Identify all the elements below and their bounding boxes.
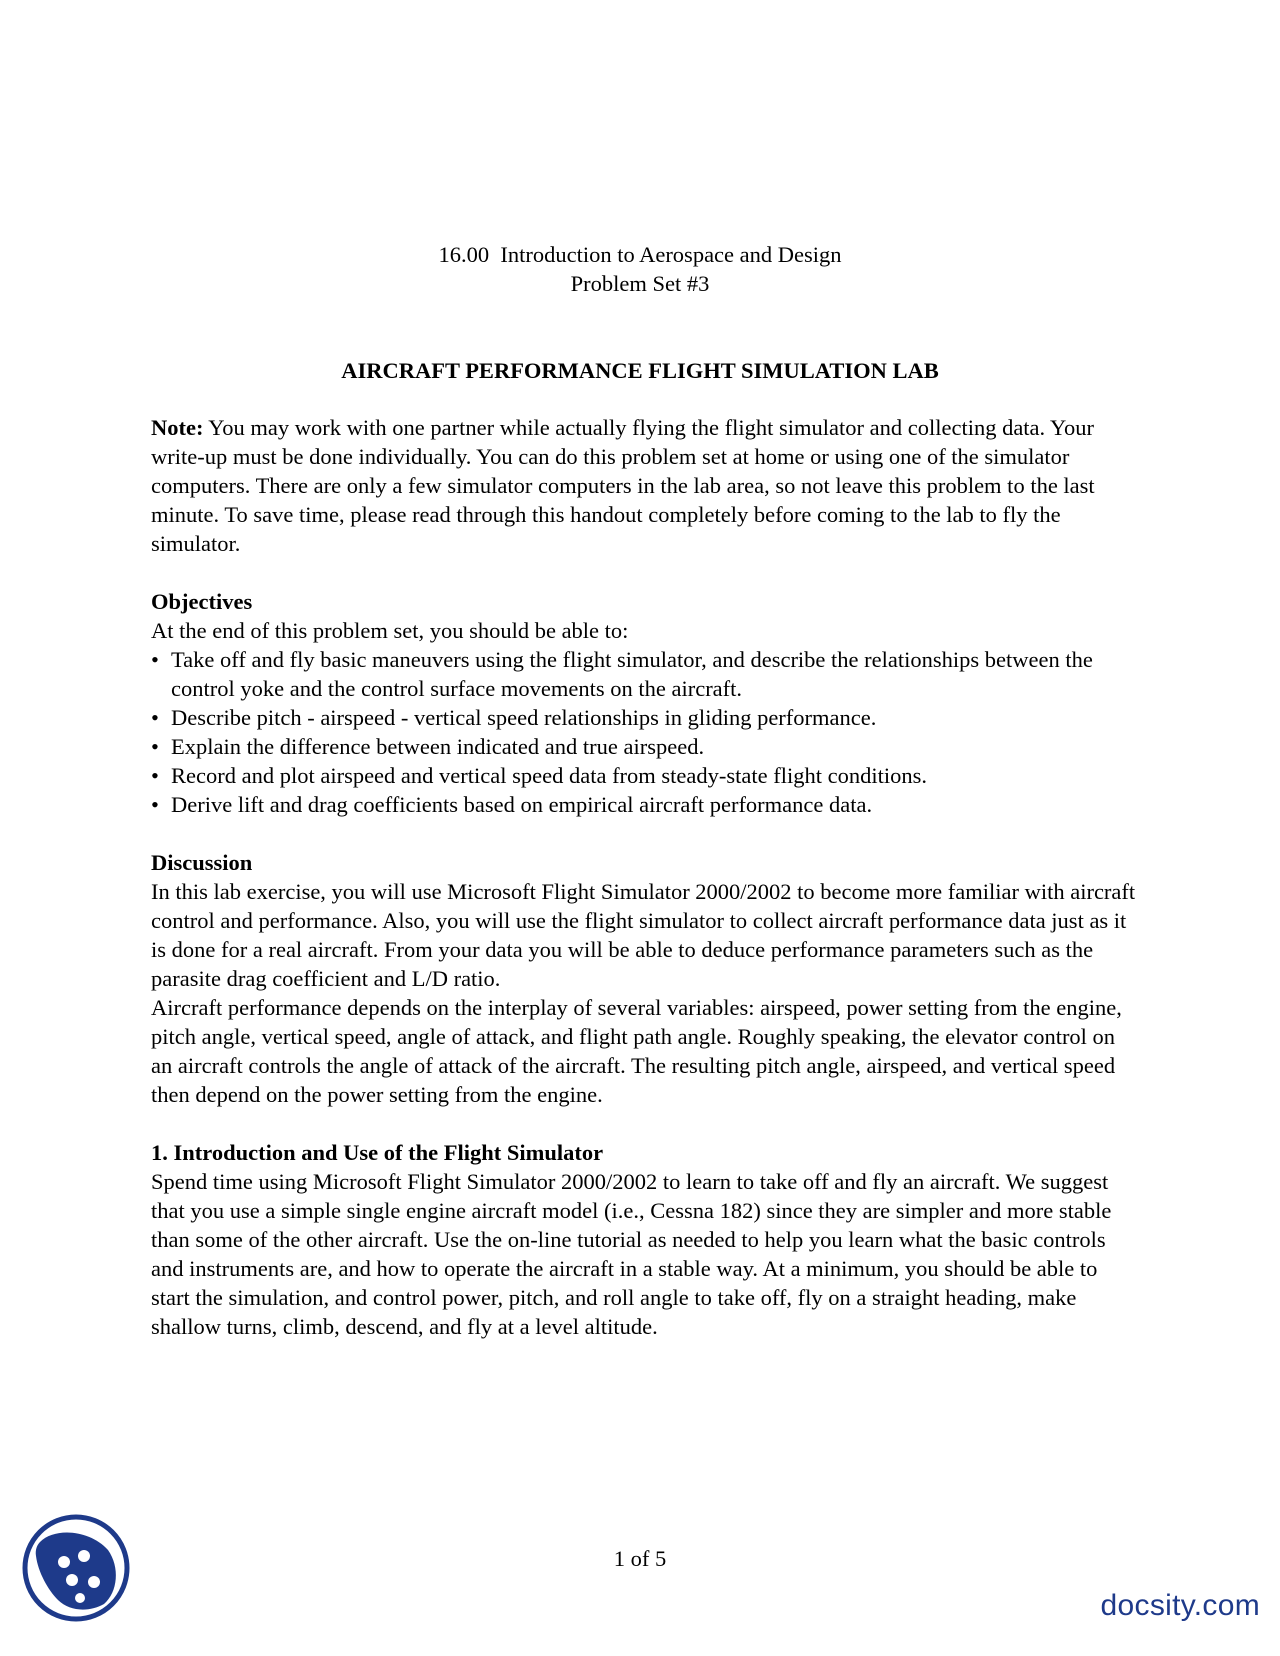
bullet-icon: • [151, 763, 159, 788]
list-item: • Explain the difference between indicated and true airspeed. [151, 734, 705, 759]
note-paragraph [151, 413, 1141, 558]
objectives-section [151, 587, 1141, 819]
list-item: • Take off and fly basic maneuvers using the flight simulator, and describe the relationships between the control yoke and the control surface movements on the aircraft. [151, 647, 1093, 701]
document-header [0, 240, 1280, 298]
discussion-paragraph-2: Aircraft performance depends on the interplay of several variables: airspeed, power setting from the engine, pitch angle, vertical speed, angle of attack, and flight path angle. Roughly speaking, the elevator control on an aircraft controls the angle of attack of the aircraft. The resulting pitch angle, airspeed, and vertical speed then depend on the power setting from the engine. [151, 995, 1122, 1107]
list-item: • Derive lift and drag coefficients based on empirical aircraft performance data. [151, 792, 873, 817]
brand-link[interactable]: docsity.com [1100, 1589, 1260, 1622]
discussion-paragraph-1: In this lab exercise, you will use Microsoft Flight Simulator 2000/2002 to become more familiar with aircraft control and performance. Also, you will use the flight simulator to collect aircraft performance data just as it is done for a real aircraft. From your data you will be able to deduce performance parameters such as the parasite drag coefficient and L/D ratio. [151, 879, 1136, 991]
discussion-heading: Discussion [151, 850, 253, 875]
objectives-intro: At the end of this problem set, you should be able to: [151, 618, 629, 643]
problem-set-label: Problem Set #3 [570, 271, 710, 296]
list-item: • Describe pitch - airspeed - vertical speed relationships in gliding performance. [151, 705, 877, 730]
page-title: AIRCRAFT PERFORMANCE FLIGHT SIMULATION LAB [341, 358, 939, 383]
section-1-text: Spend time using Microsoft Flight Simulator 2000/2002 to learn to take off and fly an aircraft. We suggest that you use a simple single engine aircraft model (i.e., Cessna 182) since they are simpler and more stable than some of the other aircraft. Use the on-line tutorial as needed to help you learn what the basic controls and instruments are, and how to operate the aircraft in a stable way. At a minimum, you should be able to start the simulation, and control power, pitch, and roll angle to take off, fly on a straight heading, make shallow turns, climb, descend, and fly at a level altitude. [151, 1169, 1112, 1339]
bullet-icon: • [151, 734, 159, 759]
note-label: Note: [151, 415, 204, 440]
note-text: You may work with one partner while actually flying the flight simulator and collecting data. Your write-up must be done individually. You can do this problem set at home or using one of the simulator computers. There are only a few simulator computers in the lab area, so not leave this problem to the last minute. To save time, please read through this handout completely before coming to the lab to fly the simulator. [151, 415, 1095, 556]
page-number: 1 of 5 [613, 1546, 667, 1571]
document-body [151, 413, 1141, 1341]
section-1 [151, 1138, 1141, 1341]
list-item: • Record and plot airspeed and vertical speed data from steady-state flight conditions. [151, 763, 928, 788]
objectives-list [151, 645, 1141, 819]
docsity-logo-icon[interactable] [20, 1512, 132, 1624]
discussion-section [151, 848, 1141, 1109]
bullet-icon: • [151, 792, 159, 817]
section-1-heading: 1. Introduction and Use of the Flight Simulator [151, 1140, 604, 1165]
bullet-icon: • [151, 647, 159, 672]
course-title: 16.00 Introduction to Aerospace and Design [438, 242, 842, 267]
objectives-heading: Objectives [151, 589, 253, 614]
bullet-icon: • [151, 705, 159, 730]
